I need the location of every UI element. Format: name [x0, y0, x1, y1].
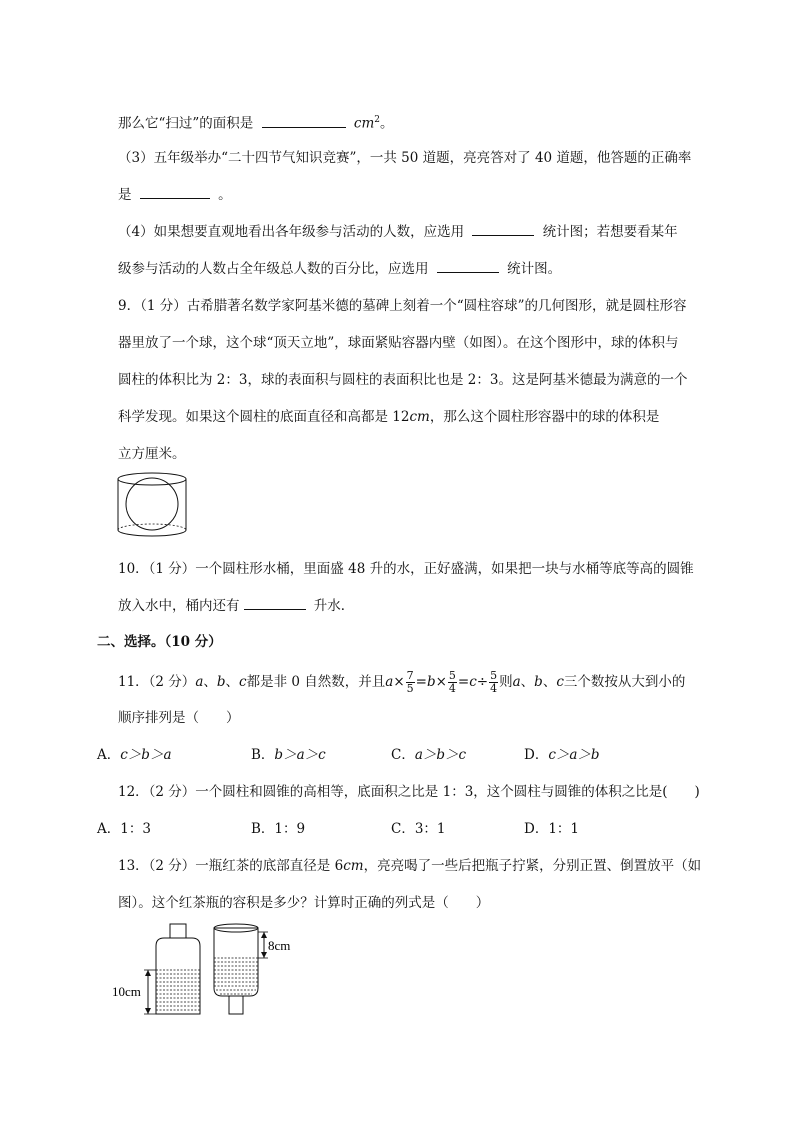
option-c[interactable]: C．a＞b＞c	[391, 747, 467, 763]
answer-blank[interactable]	[262, 114, 346, 128]
q9-line3: 圆柱的体积比为 2：3，球的表面积与圆柱的表面积比也是 2：3。这是阿基米德最为满意的一个	[118, 372, 688, 388]
fraction: $\frac{5}{4}$	[490, 669, 498, 695]
q8-sub3-line2: 是 。	[118, 187, 232, 203]
q8-sub3-line1: （3）五年级举办“二十四节气知识竞赛”，一共 50 道题，亮亮答对了 40 道题，他答题的正确率	[118, 150, 692, 166]
q9-line1: 9．（1 分）古希腊著名数学家阿基米德的墓碑上刻着一个“圆柱容球”的几何图形，就是圆柱形容	[118, 298, 687, 314]
option-a[interactable]: A．c＞b＞a	[97, 747, 172, 763]
fraction: $\frac{7}{5}$	[406, 669, 414, 695]
q12-line1: 12．（2 分）一个圆柱和圆锥的高相等，底面积之比是 1：3，这个圆柱与圆锥的体积之比是( )	[118, 784, 700, 800]
q8-sub4-line2: 级参与活动的人数占全年级总人数的百分比，应选用 统计图。	[118, 261, 562, 277]
option-a[interactable]: A．1：3	[97, 821, 151, 837]
q12-options	[97, 819, 697, 839]
q13-line2: 图）。这个红茶瓶的容积是多少？计算时正确的列式是（ ）	[118, 895, 490, 911]
option-b[interactable]: B．b＞a＞c	[251, 747, 326, 763]
answer-blank[interactable]	[472, 222, 534, 236]
q9-line2: 器里放了一个球，这个球“顶天立地”，球面紧贴容器内壁（如图）。在这个图形中，球的体积与	[118, 335, 679, 351]
section-title: 二、选择。（10 分）	[97, 634, 222, 650]
answer-blank[interactable]	[437, 259, 499, 273]
option-b[interactable]: B．1：9	[251, 821, 306, 837]
q11-line2: 顺序排列是（ ）	[118, 710, 240, 726]
q13-line1: 13．（2 分）一瓶红茶的底部直径是 6cm，亮亮喝了一些后把瓶子拧紧，分别正置、倒置放平（如	[118, 858, 702, 874]
option-d[interactable]: D．1：1	[524, 821, 580, 837]
q10-line1: 10．（1 分）一个圆柱形水桶，里面盛 48 升的水，正好盛满，如果把一块与水桶等底等高的圆锥	[118, 561, 694, 577]
cylinder-sphere-figure	[114, 470, 190, 540]
answer-blank[interactable]	[140, 185, 210, 199]
fraction: $\frac{5}{4}$	[448, 669, 456, 695]
option-d[interactable]: D．c＞a＞b	[524, 747, 600, 763]
q11-options	[97, 745, 697, 765]
answer-blank[interactable]	[244, 596, 306, 610]
q11-line1: 11．（2 分）a、b、c都是非 0 自然数，并且a× $\frac{7}{5}$ =b× $\frac{5}{4}$ =c÷ $\frac{5}{4}$ 则a、b、c三个数按从大到小的	[118, 669, 686, 695]
q9-line4: 科学发现。如果这个圆柱的底面直径和高都是 12cm，那么这个圆柱形容器中的球的体积是	[118, 409, 660, 425]
q8-sub4-line1: （4）如果想要直观地看出各年级参与活动的人数，应选用 统计图；若想要看某年	[118, 224, 678, 240]
height-label-right: 8cm	[268, 938, 291, 953]
q9-line5: 立方厘米。	[118, 446, 186, 462]
height-label-left: 10cm	[112, 984, 141, 999]
tea-bottle-figure	[112, 918, 302, 1022]
q10-line2: 放入水中，桶内还有 升水．	[118, 598, 355, 614]
option-c[interactable]: C．3：1	[391, 821, 446, 837]
q8-area-line: 那么它“扫过”的面积是 $cm^2$。	[118, 115, 394, 132]
